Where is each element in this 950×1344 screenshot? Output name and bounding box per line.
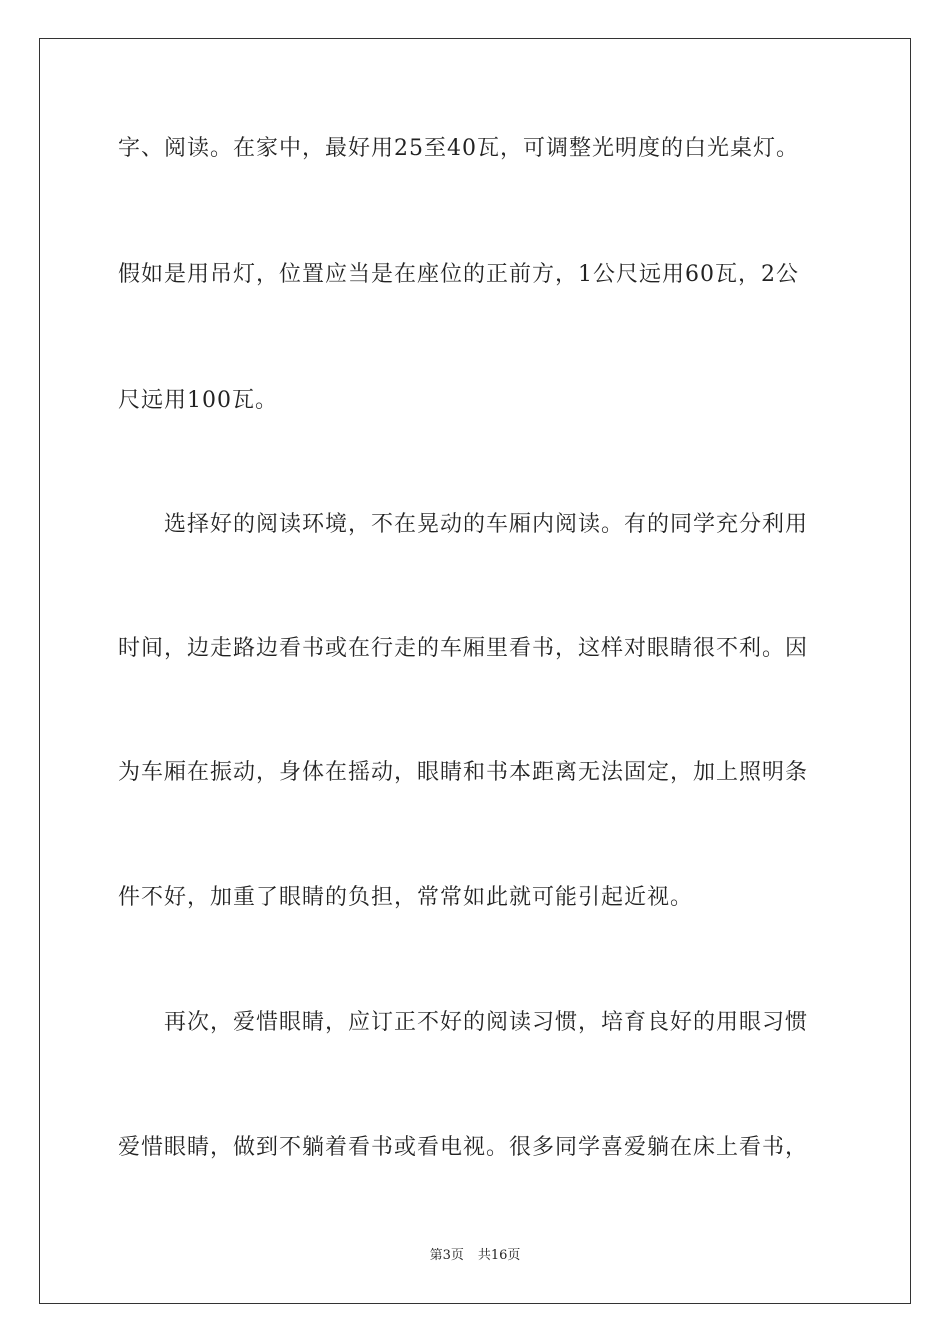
text-line: 字、阅读。在家中，最好用25至40瓦，可调整光明度的白光桌灯。 bbox=[118, 136, 799, 161]
paragraph-first-line: 选择好的阅读环境，不在晃动的车厢内阅读。有的同学充分利用 bbox=[164, 512, 809, 537]
page-number: 第3页 bbox=[429, 1248, 464, 1263]
text-line: 件不好，加重了眼睛的负担，常常如此就可能引起近视。 bbox=[118, 885, 694, 910]
page-border bbox=[39, 38, 911, 1304]
paragraph-first-line: 再次，爱惜眼睛，应订正不好的阅读习惯，培育良好的用眼习惯 bbox=[164, 1010, 809, 1035]
text-line: 时间，边走路边看书或在行走的车厢里看书，这样对眼睛很不利。因 bbox=[118, 636, 809, 661]
text-line: 假如是用吊灯，位置应当是在座位的正前方，1公尺远用60瓦，2公 bbox=[118, 262, 799, 287]
text-line: 尺远用100瓦。 bbox=[118, 388, 278, 413]
page-footer bbox=[0, 1248, 950, 1264]
page-total: 共16页 bbox=[477, 1248, 521, 1263]
text-line: 为车厢在振动，身体在摇动，眼睛和书本距离无法固定，加上照明条 bbox=[118, 760, 809, 785]
text-line: 爱惜眼睛，做到不躺着看书或看电视。很多同学喜爱躺在床上看书， bbox=[118, 1135, 809, 1160]
